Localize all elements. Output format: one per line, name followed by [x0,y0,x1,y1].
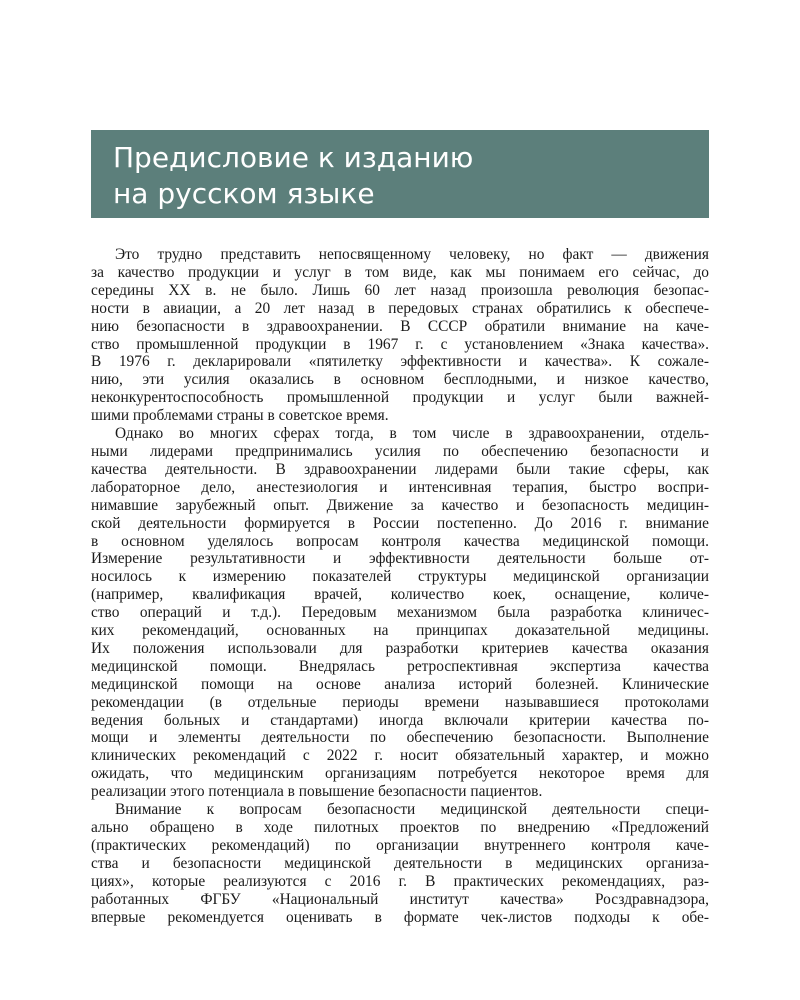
text-line: медицинской помощи. Внедрялась ретроспективная экспертиза качества [91,657,709,675]
text-line: (например, квалификация врачей, количество коек, оснащение, количе- [91,586,709,604]
text-line: неконкурентоспособность промышленной продукции и услуг были важней- [91,389,709,407]
text-line: ства и безопасности медицинской деятельности в медицинских организа- [91,854,709,872]
text-line: ких рекомендаций, основанных на принципах доказательной медицины. [91,622,709,640]
text-line: клинических рекомендаций с 2022 г. носит обязательный характер, и можно [91,747,709,765]
paragraph-2 [91,425,709,801]
text-line: ными лидерами предпринимались усилия по обеспечению безопасности и [91,442,709,460]
text-line: лабораторное дело, анестезиология и интенсивная терапия, быстро воспри- [91,478,709,496]
text-line: мощи и элементы деятельности по обеспечению безопасности. Выполнение [91,729,709,747]
text-line: нимавшие зарубежный опыт. Движение за качество и безопасность медицин- [91,496,709,514]
text-line: шими проблемами страны в советское время. [91,407,389,425]
text-line: нию, эти усилия оказались в основном бесплодными, и низкое качество, [91,371,709,389]
paragraph-1 [91,246,709,425]
text-line: за качество продукции и услуг в том виде, как мы понимаем его сейчас, до [91,263,709,281]
text-line: носилось к измерению показателей структуры медицинской организации [91,568,709,586]
text-line: ально обращено в ходе пилотных проектов по внедрению «Предложений [91,819,709,836]
text-line: Это трудно представить непосвященному человеку, но факт — движения [115,246,709,263]
text-line: Измерение результативности и эффективности деятельности больше от- [91,550,709,568]
text-line: качества деятельности. В здравоохранении лидерами были такие сферы, как [91,460,709,478]
text-line: ведения больных и стандартами) иногда включали критерии качества по- [91,711,709,729]
text-line: ство промышленной продукции в 1967 г. с установлением «Знака качества». [91,335,709,353]
text-line: ской деятельности формируется в России постепенно. До 2016 г. внимание [91,514,709,532]
body-text [91,246,709,926]
text-line: медицинской помощи на основе анализа историй болезней. Клинические [91,675,709,693]
chapter-title-line-2: на русском языке [113,177,375,210]
chapter-title-banner [91,130,709,218]
text-line: работанных ФГБУ «Национальный институт качества» Росздравнадзора, [91,890,709,908]
text-line: в основном уделялось вопросам контроля качества медицинской помощи. [91,532,709,550]
text-line: циях», которые реализуются с 2016 г. В практических рекомендациях, раз- [91,872,709,890]
paragraph-3 [91,801,709,926]
text-line: ности в авиации, а 20 лет назад в передовых странах обратились к обеспече- [91,299,709,317]
text-line: Внимание к вопросам безопасности медицинской деятельности специ- [115,801,709,819]
text-line: (практических рекомендаций) по организации внутреннего контроля каче- [91,836,709,854]
text-line: реализации этого потенциала в повышение безопасности пациентов. [91,783,543,801]
text-line: В 1976 г. декларировали «пятилетку эффективности и качества». К сожале- [91,353,709,371]
text-line: ожидать, что медицинским организациям потребуется некоторое время для [91,765,709,783]
text-line: ство операций и т.д.). Передовым механизмом была разработка клиничес- [91,604,709,622]
text-line: Их положения использовали для разработки критериев качества оказания [91,639,709,657]
text-line: нию безопасности в здравоохранении. В СССР обратили внимание на каче- [91,317,709,335]
chapter-title-line-1: Предисловие к изданию [113,141,474,174]
text-line: рекомендации (в отдельные периоды времени называвшиеся протоколами [91,693,709,711]
text-line: середины XX в. не было. Лишь 60 лет назад произошла революция безопас- [91,281,709,299]
text-line: Однако во многих сферах тогда, в том числе в здравоохранении, отдель- [115,425,709,443]
text-line: впервые рекомендуется оценивать в формате чек-листов подходы к обе- [91,908,709,926]
